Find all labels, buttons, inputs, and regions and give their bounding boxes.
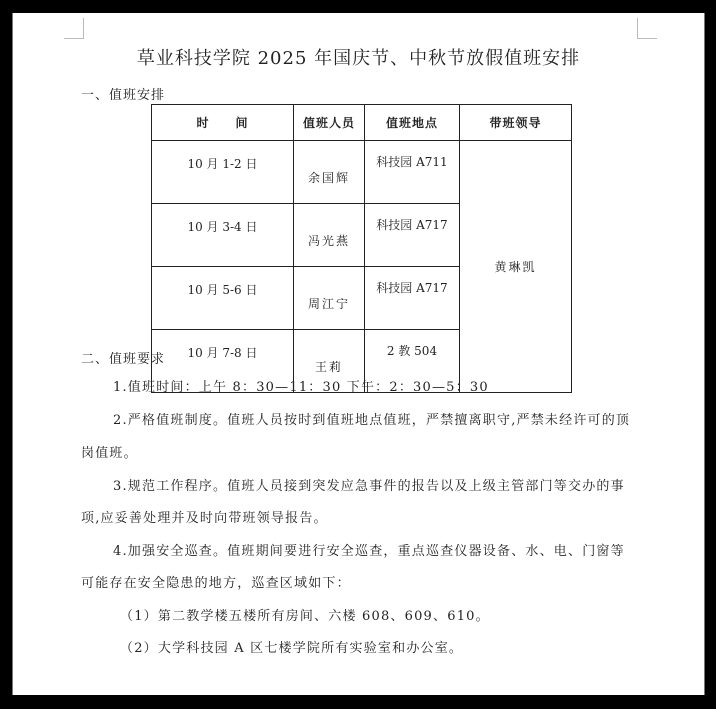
patrol-area-2: （2）大学科技园 A 区七楼学院所有实验室和办公室。 xyxy=(120,641,464,656)
section-heading-duty-requirements: 二、值班要求 xyxy=(81,352,166,367)
margin-corner-mark-top-left xyxy=(64,18,84,39)
requirement-1-line-1: 1.值班时间：上午 8：30—11：30 下午：2：30—5：30 xyxy=(113,380,489,395)
cell-time: 10 月 3-4 日 xyxy=(152,204,294,267)
header-location: 值班地点 xyxy=(365,105,460,141)
section-heading-duty-arrangement: 一、值班安排 xyxy=(81,88,166,103)
cell-location: 科技园 A711 xyxy=(365,141,460,204)
cell-location: 科技园 A717 xyxy=(365,204,460,267)
requirement-2-line-2: 岗值班。 xyxy=(81,446,138,461)
cell-time: 10 月 7-8 日 xyxy=(152,330,294,393)
header-leader: 带班领导 xyxy=(460,105,572,141)
header-time xyxy=(152,105,294,141)
cell-person: 余国辉 xyxy=(294,141,365,204)
requirement-3-line-2: 项,应妥善处理并及时向带班领导报告。 xyxy=(81,511,328,526)
header-time-char-2: 间 xyxy=(235,116,249,130)
margin-corner-mark-top-right xyxy=(637,18,657,39)
duty-schedule-table xyxy=(151,104,572,393)
document-page xyxy=(12,13,705,695)
document-title: 草业科技学院 2025 年国庆节、中秋节放假值班安排 xyxy=(136,48,581,69)
cell-time: 10 月 5-6 日 xyxy=(152,267,294,330)
cell-location: 2 教 504 xyxy=(365,330,460,393)
cell-person: 冯光燕 xyxy=(294,204,365,267)
requirement-3-line-1: 3.规范工作程序。值班人员接到突发应急事件的报告以及上级主管部门等交办的事 xyxy=(113,479,625,494)
requirement-4-line-1: 4.加强安全巡查。值班期间要进行安全巡查，重点巡查仪器设备、水、电、门窗等 xyxy=(113,544,625,559)
cell-person: 王莉 xyxy=(294,330,365,393)
requirement-4-line-2: 可能存在安全隐患的地方，巡查区域如下： xyxy=(81,576,351,591)
cell-time: 10 月 1-2 日 xyxy=(152,141,294,204)
header-person: 值班人员 xyxy=(294,105,365,141)
cell-location: 科技园 A717 xyxy=(365,267,460,330)
table-row xyxy=(152,141,572,204)
patrol-area-1: （1）第二教学楼五楼所有房间、六楼 608、609、610。 xyxy=(120,609,490,624)
cell-person: 周江宁 xyxy=(294,267,365,330)
cell-leader: 黄琳凯 xyxy=(460,141,572,393)
header-time-char-1: 时 xyxy=(196,116,210,130)
requirement-2-line-1: 2.严格值班制度。值班人员按时到值班地点值班，严禁擅离职守,严禁未经许可的顶 xyxy=(113,413,631,428)
table-header-row xyxy=(152,105,572,141)
